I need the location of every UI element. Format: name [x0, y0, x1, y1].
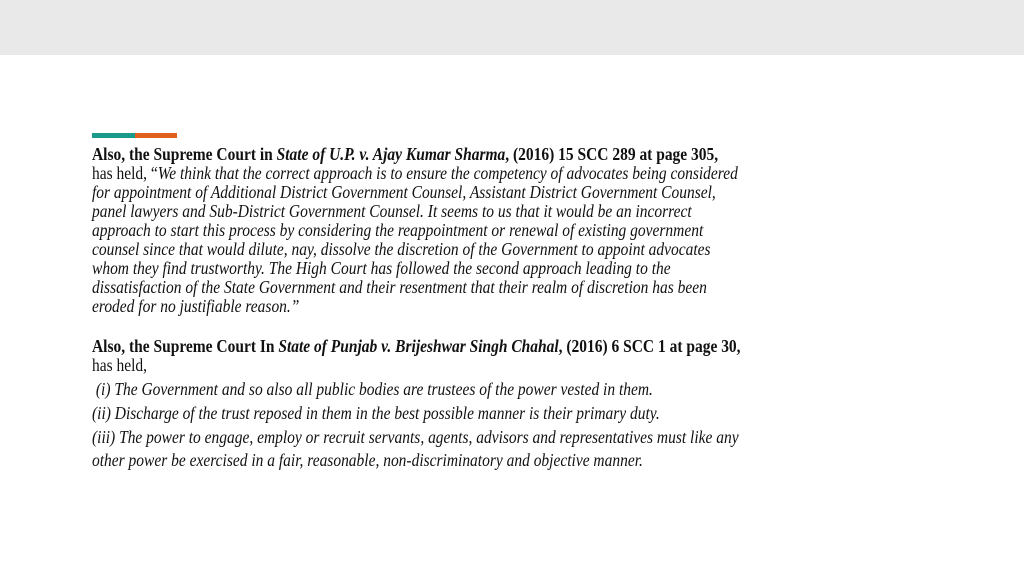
accent-bar-teal — [92, 133, 135, 138]
list-item: (iii) The power to engage, employ or recruit servants, agents, advisors and representatives must like any — [92, 427, 739, 447]
quote-line: counsel since that would dilute, nay, dissolve the discretion of the Government to appoint advocates — [92, 239, 711, 259]
quote-line: eroded for no justifiable reason.” — [92, 296, 300, 316]
case-name: State of Punjab v. Brijeshwar Singh Chahal — [278, 336, 559, 356]
quote-text: We think that the correct approach is to ensure the competency of advocates being considered — [157, 163, 738, 183]
paragraph-brijeshwar-singh-chahal — [92, 337, 741, 470]
list-item-continued: other power be exercised in a fair, reasonable, non-discriminatory and objective manner. — [92, 450, 643, 470]
text: Also, the Supreme Court In — [92, 336, 279, 356]
citation-line — [92, 145, 738, 164]
list-item: (ii) Discharge of the trust reposed in them in the best possible manner is their primary duty. — [92, 403, 660, 423]
list-item: (i) The Government and so also all public bodies are trustees of the power vested in them. — [92, 379, 653, 399]
quote-line — [92, 164, 738, 183]
text: Also, the Supreme Court in — [92, 144, 277, 164]
accent-bar-orange — [135, 133, 177, 138]
case-name: State of U.P. v. Ajay Kumar Sharma — [276, 144, 506, 164]
quote-line: panel lawyers and Sub-District Government Counsel. It seems to us that it would be an incorrect — [92, 201, 692, 221]
text: has held, “ — [92, 163, 158, 183]
citation: , (2016) 6 SCC 1 at page 30, — [558, 336, 741, 356]
paragraph-ajay-kumar-sharma — [92, 145, 738, 316]
citation: , (2016) 15 SCC 289 at page 305, — [505, 144, 719, 164]
quote-line: whom they find trustworthy. The High Court has followed the second approach leading to the — [92, 258, 671, 278]
quote-line: dissatisfaction of the State Government and their resentment that their realm of discretion has been — [92, 277, 707, 297]
quote-line: for appointment of Additional District Government Counsel, Assistant District Government Counsel, — [92, 182, 716, 202]
citation-line — [92, 337, 741, 356]
quote-line: approach to start this process by considering the reappointment or renewal of existing government — [92, 220, 704, 240]
top-band — [0, 0, 1024, 55]
text-line: has held, — [92, 355, 148, 375]
